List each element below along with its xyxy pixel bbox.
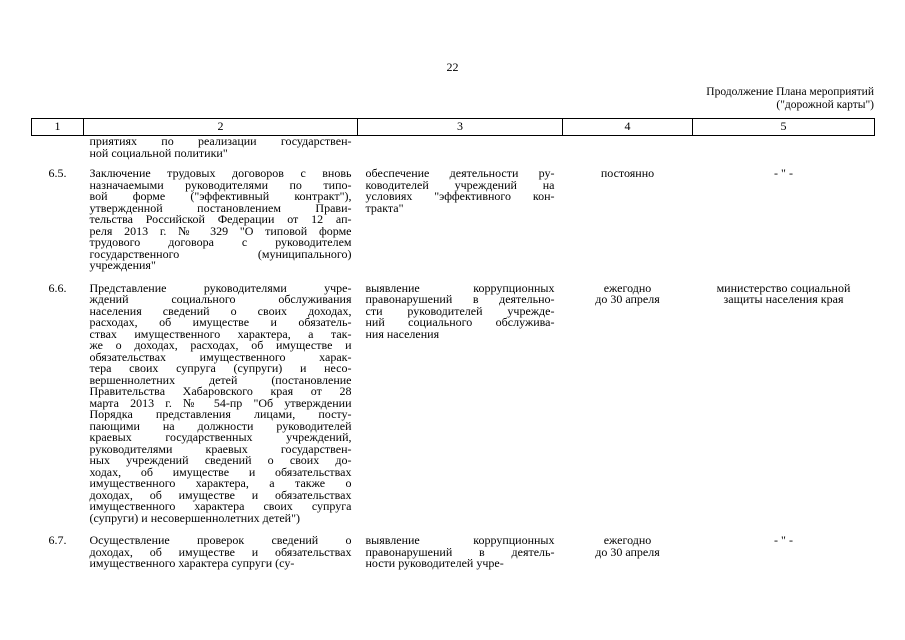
item-description-line: обязательствах имущественного харак- (89, 349, 352, 364)
item-description-line: тельства Российской Федерации от 12 ап- (89, 212, 352, 226)
item-responsible-line: министерство социальной (716, 280, 851, 295)
item-description-line: ных учреждений сведений о своих до- (89, 453, 352, 467)
item-description-line: марта 2013 г. № 54-пр "Об утверждении (89, 395, 352, 410)
item-responsible (693, 280, 875, 536)
item-number: 6.7. (48, 533, 67, 547)
item-responsible-line: защиты населения края (723, 292, 844, 306)
item-goal-line: выявление коррупционных (365, 533, 555, 547)
column-number-3: 3 (358, 119, 563, 136)
item-description-line: Порядка представления лицами, посту- (89, 407, 352, 421)
item-goal-line: обеспечение деятельности ру- (365, 166, 555, 180)
item-number (32, 136, 84, 169)
item-responsible-line: - " - (774, 533, 793, 547)
column-number-2: 2 (84, 119, 358, 136)
item-description-line: же о доходах, расходах, об имуществе и (89, 338, 352, 352)
item-term-line: до 30 апреля (595, 292, 660, 306)
item-description-line: Представление руководителями учре- (89, 280, 352, 295)
item-description-line: трудового договора с руководителем (89, 235, 352, 249)
item-term-line: постоянно (600, 166, 655, 180)
item-description-line: имущественного характера супруги (су- (89, 556, 295, 570)
item-goal (358, 535, 563, 581)
item-description-line: (супруги) и несовершеннолетних детей") (89, 510, 300, 525)
item-description-line: расходах, об имуществе и обязатель- (89, 315, 352, 329)
item-description-line: утвержденной постановлением Прави- (89, 200, 352, 215)
item-description-line: имущественного характера своих супруга (89, 499, 352, 513)
item-term-line: до 30 апреля (595, 544, 660, 559)
item-description-line: пающими на должности руководителей (89, 418, 352, 433)
item-goal-line: тракта" (365, 200, 404, 215)
item-term (563, 535, 693, 581)
item-description (84, 168, 358, 283)
column-number-4: 4 (563, 119, 693, 136)
item-term-line: ежегодно (603, 533, 652, 547)
plan-table (31, 118, 875, 581)
table-row-continuation (32, 136, 875, 169)
item-description-line: ствах имущественного характера, а так- (89, 326, 352, 341)
running-head (706, 86, 874, 112)
item-description-line: доходах, об имуществе и обязательствах (89, 487, 352, 502)
item-goal-line: ководителей учреждений на (365, 177, 555, 192)
item-term (563, 168, 693, 283)
item-goal-line: правонарушений в деятельно- (365, 292, 555, 306)
item-term (563, 280, 693, 536)
item-description-line: доходах, об имуществе и обязательствах (89, 544, 352, 559)
item-description (84, 535, 358, 581)
running-head-line: Продолжение Плана мероприятий (706, 86, 874, 98)
item-description-line: Заключение трудовых договоров с вновь (89, 166, 352, 180)
item-description-line: Осуществление проверок сведений о (89, 533, 352, 547)
item-goal-line: выявление коррупционных (365, 280, 555, 295)
item-description (84, 280, 358, 536)
item-goal-line: условиях "эффективного кон- (365, 189, 555, 203)
column-number-5: 5 (693, 119, 875, 136)
item-responsible (693, 168, 875, 283)
item-description-line: Правительства Хабаровского края от 28 (89, 384, 352, 398)
item-description-line: ходах, об имуществе и обязательствах (89, 464, 352, 479)
item-description-line: ждений социального обслуживания (89, 292, 352, 306)
item-description-line: вершеннолетних детей (постановление (89, 372, 352, 387)
item-description-line: краевых государственных учреждений, (89, 430, 352, 444)
table-body (32, 136, 875, 581)
page-number: 22 (446, 60, 459, 74)
item-description-line: вой форме ("эффективный контракт"), (89, 189, 352, 203)
item-responsible-line: - " - (774, 166, 793, 180)
item-term-line: ежегодно (603, 280, 652, 295)
item-description-line: государственного (муниципального) (89, 246, 352, 261)
item-description (84, 136, 358, 169)
table-header-row (32, 119, 875, 136)
item-responsible (693, 136, 875, 169)
item-goal-line: сти руководителей учрежде- (365, 303, 555, 318)
item-number: 6.6. (48, 280, 67, 295)
table-row (32, 283, 875, 536)
item-goal (358, 136, 563, 169)
item-term (563, 136, 693, 169)
item-goal-line: ности руководителей учре- (365, 556, 504, 570)
item-description-line: руководителями краевых государствен- (89, 441, 352, 456)
item-description-line: ной социальной политики" (89, 145, 228, 160)
item-goal-line: ний социального обслужива- (365, 315, 555, 329)
item-number: 6.5. (48, 166, 67, 180)
table-row (32, 535, 875, 581)
item-responsible (693, 535, 875, 581)
running-head-line: ("дорожной карты") (776, 99, 874, 111)
item-description-line: учреждения" (89, 258, 156, 272)
item-goal-line: правонарушений в деятель- (365, 544, 555, 559)
item-description-line: приятиях по реализации государствен- (89, 134, 352, 148)
item-goal-line: ния населения (365, 326, 440, 341)
item-description-line: населения сведений о своих доходах, (89, 303, 352, 318)
item-description-line: назначаемыми руководителями по типо- (89, 177, 352, 192)
table-row (32, 168, 875, 283)
item-goal (358, 168, 563, 283)
item-description-line: имущественного характера, а также о (89, 476, 352, 490)
item-goal (358, 280, 563, 536)
item-description-line: тера своих супруга (супруги) и несо- (89, 361, 352, 375)
item-description-line: реля 2013 г. № 329 "О типовой форме (89, 223, 352, 238)
column-number-1: 1 (32, 119, 84, 136)
